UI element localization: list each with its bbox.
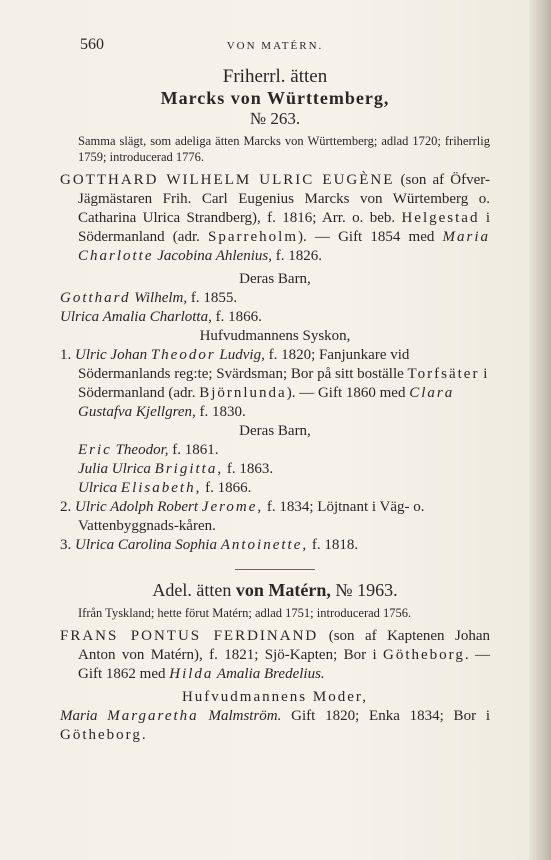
mother-heading: Hufvudmannens Moder, [181,689,369,705]
entry-text: f. 1820; Fanjunkare vid Södermanlands reg:te; Svärdsman; Bor på sitt boställe [78,347,410,382]
mother-name: Maria [60,708,108,724]
place-name: Helgestad [401,210,480,226]
section-number: № 263. [249,109,301,128]
mother-name: Malmström. [198,708,282,724]
spouse-name: Clara [409,385,455,401]
head-name: FRANS PONTUS FERDINAND [60,628,319,644]
sibling-entry [60,346,490,422]
section-family: von [235,580,264,600]
head-entry [60,171,490,266]
child-name: Theodor, [111,442,169,458]
child-name: Brigitta, [154,461,224,477]
child-name: Gotthard [60,290,131,306]
sibling-name: Ulrica Carolina Sophia [75,537,221,553]
address-name: Sparreholm [208,229,299,245]
child-name: Julia Ulrica [78,461,155,477]
sibling-name: Jerome, [201,499,264,515]
siblings-heading: Hufvudmannens Syskon, [199,328,351,344]
section-matern [60,580,490,745]
entry-text: (son af Kaptenen Johan Anton von Matérn), f. 1821; Sjö-Kapten; Bor i [78,628,490,663]
children-heading: Deras Barn, [239,271,311,287]
entry-text: i Södermanland (adr. [78,366,488,401]
children-heading: Deras Barn, [239,423,311,439]
entry-text: f. 1834; Löjtnant i Väg- o. Vattenbyggnads-kåren. [78,499,425,534]
spouse-name: Hilda [169,666,214,682]
child-name: Wilhelm, [130,290,188,306]
child-birth: f. 1818. [308,537,359,553]
child-name: Eric [78,442,112,458]
head-name: GOTTHARD WILHELM ULRIC EUGÈNE [60,172,395,188]
page-number: 560 [80,36,104,53]
spouse-name: Amalia Bredelius. [213,666,325,682]
list-number: 3. [60,537,72,553]
entry-text: (son af Öfver-Jägmästaren Frih. Carl Eugenius Marcks von Würtemberg o. Catharina Ulrica Strandberg), f. 1816; Arr. o. beb. [78,172,490,226]
section-title [60,580,490,601]
section-rank: Adel. ätten [152,580,232,600]
sibling-name: Ludvig, [215,347,265,363]
running-title: VON MATÉRN. [226,40,324,52]
entry-text: . — Gift 1862 med [78,647,490,682]
child-birth: f. 1855. [187,290,238,306]
child-entry [60,308,490,327]
entry-text: i Södermanland (adr. [78,210,490,245]
mother-name: Margaretha [107,708,199,724]
child-birth: f. 1866. [211,309,262,325]
child-name: Ulrica [78,480,121,496]
section-family: Matérn, [268,580,331,600]
spouse-name: Gustafva Kjellgren, [78,404,196,420]
section-intro: Samma slägt, som adeliga ätten Marcks von Württemberg; adlad 1720; friherrlig 1759; introducerad 1776. [78,134,490,164]
sibling-name: Antoinette, [220,537,309,553]
place-name: Torfsäter [407,366,480,382]
place-name: Götheborg [60,727,142,743]
sibling-name: Ulric Johan [75,347,151,363]
child-name: Ulrica Amalia Charlotta, [60,309,212,325]
section-rank: Friherrl. ätten [222,66,328,87]
entry-text: , f. 1826. [268,248,322,264]
entry-text: f. 1830. [195,404,246,420]
head-entry [60,627,490,684]
section-number: № 1963. [335,580,398,600]
section-divider [235,569,315,570]
sibling-entry [60,536,490,555]
list-number: 1. [60,347,72,363]
spouse-name: Maria Charlotte [78,229,491,264]
child-entry [60,460,490,479]
page-header [60,36,490,60]
child-name: Elisabeth, [120,480,202,496]
list-number: 2. [60,499,72,515]
sibling-name: Ulric Adolph Robert [75,499,202,515]
section-family: Marcks von Württemberg, [160,88,390,108]
child-birth: f. 1863. [223,461,274,477]
child-birth: f. 1861. [168,442,219,458]
place-name: Götheborg [383,647,465,663]
section-intro: Ifrån Tyskland; hette förut Matérn; adlad 1751; introducerad 1756. [78,606,412,620]
entry-text: Gift 1820; Enka 1834; Bor i [281,708,491,724]
child-entry [60,289,490,308]
spouse-name: Jacobina Ahlenius [153,248,269,264]
mother-entry [60,707,490,745]
address-name: Björnlunda [199,385,287,401]
sibling-entry [60,498,490,536]
entry-text: . [141,727,146,743]
child-entry [60,441,490,460]
page-edge [529,0,551,860]
entry-text: ). — Gift 1860 med [286,385,410,401]
entry-text: ). — Gift 1854 med [298,229,443,245]
child-birth: f. 1866. [201,480,252,496]
section-marcks [60,66,490,555]
page-content [60,36,490,745]
sibling-name: Theodor [150,347,216,363]
child-entry [60,479,490,498]
